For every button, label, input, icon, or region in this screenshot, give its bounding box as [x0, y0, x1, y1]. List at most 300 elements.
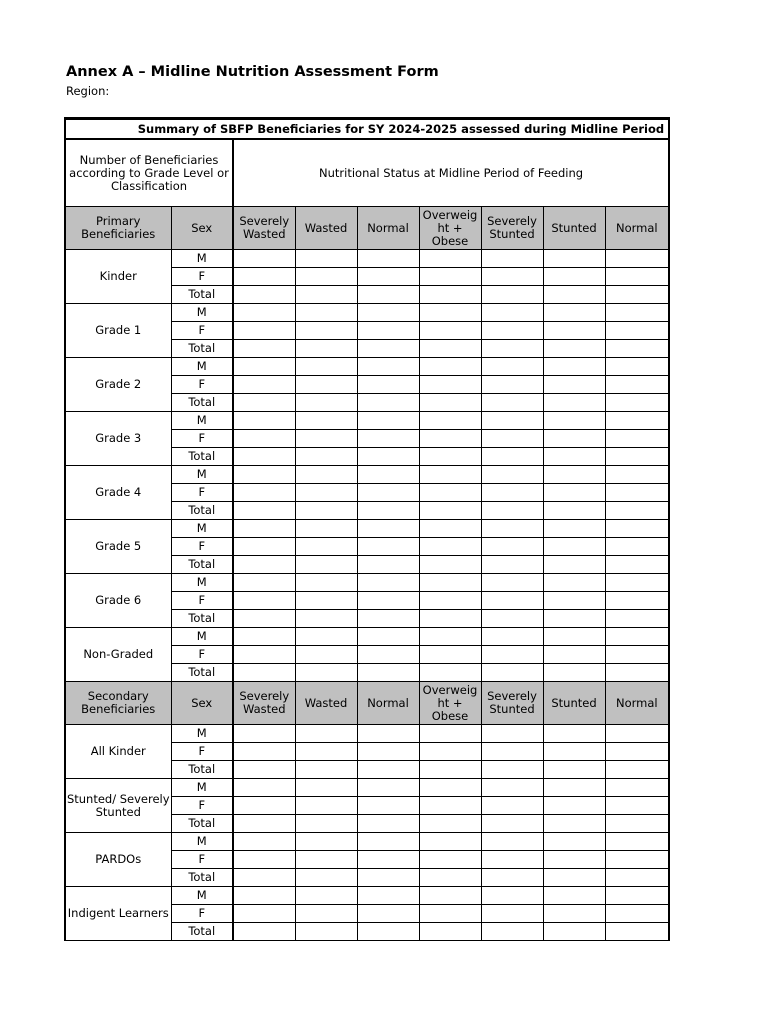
entry-cell[interactable] [233, 430, 295, 448]
entry-cell[interactable] [419, 250, 481, 268]
entry-cell[interactable] [295, 574, 357, 592]
entry-cell[interactable] [419, 520, 481, 538]
entry-cell[interactable] [419, 592, 481, 610]
entry-cell[interactable] [481, 538, 543, 556]
entry-cell[interactable] [419, 394, 481, 412]
entry-cell[interactable] [481, 923, 543, 941]
entry-cell[interactable] [605, 322, 669, 340]
entry-cell[interactable] [481, 484, 543, 502]
secondary-sex-header: Sex [171, 682, 233, 725]
entry-cell[interactable] [419, 664, 481, 682]
secondary-column-header: Wasted [295, 682, 357, 725]
entry-cell[interactable] [357, 833, 419, 851]
entry-cell[interactable] [481, 430, 543, 448]
primary-header-row [65, 207, 669, 250]
entry-cell[interactable] [295, 797, 357, 815]
secondary-column-header: Severely Wasted [233, 682, 295, 725]
entry-cell[interactable] [481, 466, 543, 484]
sex-label: M [171, 358, 233, 376]
entry-cell[interactable] [605, 268, 669, 286]
entry-cell[interactable] [295, 761, 357, 779]
entry-cell[interactable] [605, 466, 669, 484]
entry-cell[interactable] [295, 268, 357, 286]
entry-cell[interactable] [295, 887, 357, 905]
entry-cell[interactable] [605, 628, 669, 646]
sex-label: Total [171, 664, 233, 682]
entry-cell[interactable] [605, 761, 669, 779]
entry-cell[interactable] [295, 851, 357, 869]
entry-cell[interactable] [543, 664, 605, 682]
entry-cell[interactable] [481, 725, 543, 743]
entry-cell[interactable] [605, 851, 669, 869]
entry-cell[interactable] [605, 250, 669, 268]
entry-cell[interactable] [295, 610, 357, 628]
entry-cell[interactable] [481, 574, 543, 592]
entry-cell[interactable] [233, 743, 295, 761]
entry-cell[interactable] [357, 743, 419, 761]
entry-cell[interactable] [357, 304, 419, 322]
entry-cell[interactable] [419, 484, 481, 502]
entry-cell[interactable] [419, 779, 481, 797]
entry-cell[interactable] [543, 725, 605, 743]
entry-cell[interactable] [233, 851, 295, 869]
entry-cell[interactable] [419, 610, 481, 628]
entry-cell[interactable] [233, 779, 295, 797]
entry-cell[interactable] [357, 484, 419, 502]
form-title: Annex A – Midline Nutrition Assessment Form [66, 64, 439, 80]
entry-cell[interactable] [419, 322, 481, 340]
entry-cell[interactable] [233, 574, 295, 592]
sex-label: M [171, 628, 233, 646]
entry-cell[interactable] [605, 340, 669, 358]
entry-cell[interactable] [357, 502, 419, 520]
entry-cell[interactable] [295, 358, 357, 376]
entry-cell[interactable] [543, 923, 605, 941]
primary-group-label: Non-Graded [65, 628, 171, 682]
sex-label: M [171, 779, 233, 797]
sex-label: Total [171, 556, 233, 574]
sex-label: M [171, 412, 233, 430]
midline-assessment-table [64, 117, 670, 941]
entry-cell[interactable] [481, 322, 543, 340]
entry-cell[interactable] [295, 664, 357, 682]
entry-cell[interactable] [419, 556, 481, 574]
entry-cell[interactable] [419, 286, 481, 304]
entry-cell[interactable] [233, 905, 295, 923]
entry-cell[interactable] [543, 628, 605, 646]
entry-cell[interactable] [295, 905, 357, 923]
entry-cell[interactable] [233, 250, 295, 268]
entry-cell[interactable] [233, 761, 295, 779]
entry-cell[interactable] [233, 725, 295, 743]
entry-cell[interactable] [295, 743, 357, 761]
entry-cell[interactable] [357, 412, 419, 430]
sex-label: M [171, 304, 233, 322]
entry-cell[interactable] [357, 538, 419, 556]
entry-cell[interactable] [357, 628, 419, 646]
entry-cell[interactable] [543, 851, 605, 869]
sex-label: F [171, 430, 233, 448]
entry-cell[interactable] [543, 520, 605, 538]
sex-label: F [171, 322, 233, 340]
entry-cell[interactable] [419, 833, 481, 851]
sex-label: F [171, 851, 233, 869]
entry-cell[interactable] [295, 538, 357, 556]
table-row [65, 833, 669, 851]
sex-label: Total [171, 286, 233, 304]
entry-cell[interactable] [543, 905, 605, 923]
entry-cell[interactable] [233, 833, 295, 851]
entry-cell[interactable] [543, 797, 605, 815]
entry-cell[interactable] [419, 761, 481, 779]
entry-cell[interactable] [357, 376, 419, 394]
entry-cell[interactable] [481, 815, 543, 833]
entry-cell[interactable] [481, 851, 543, 869]
sex-label: M [171, 725, 233, 743]
entry-cell[interactable] [357, 448, 419, 466]
entry-cell[interactable] [543, 466, 605, 484]
entry-cell[interactable] [233, 286, 295, 304]
entry-cell[interactable] [543, 448, 605, 466]
entry-cell[interactable] [233, 412, 295, 430]
entry-cell[interactable] [543, 412, 605, 430]
entry-cell[interactable] [233, 268, 295, 286]
entry-cell[interactable] [419, 815, 481, 833]
entry-cell[interactable] [605, 448, 669, 466]
entry-cell[interactable] [357, 430, 419, 448]
entry-cell[interactable] [295, 394, 357, 412]
entry-cell[interactable] [357, 394, 419, 412]
entry-cell[interactable] [419, 538, 481, 556]
entry-cell[interactable] [233, 484, 295, 502]
entry-cell[interactable] [233, 340, 295, 358]
entry-cell[interactable] [295, 556, 357, 574]
entry-cell[interactable] [605, 412, 669, 430]
entry-cell[interactable] [357, 779, 419, 797]
entry-cell[interactable] [543, 502, 605, 520]
entry-cell[interactable] [605, 430, 669, 448]
entry-cell[interactable] [419, 797, 481, 815]
entry-cell[interactable] [357, 286, 419, 304]
entry-cell[interactable] [419, 869, 481, 887]
entry-cell[interactable] [481, 394, 543, 412]
entry-cell[interactable] [295, 779, 357, 797]
entry-cell[interactable] [481, 905, 543, 923]
entry-cell[interactable] [481, 628, 543, 646]
entry-cell[interactable] [605, 725, 669, 743]
entry-cell[interactable] [357, 466, 419, 484]
entry-cell[interactable] [233, 628, 295, 646]
entry-cell[interactable] [543, 538, 605, 556]
entry-cell[interactable] [295, 592, 357, 610]
entry-cell[interactable] [481, 340, 543, 358]
entry-cell[interactable] [295, 304, 357, 322]
entry-cell[interactable] [295, 484, 357, 502]
secondary-header-row [65, 682, 669, 725]
entry-cell[interactable] [481, 304, 543, 322]
entry-cell[interactable] [605, 520, 669, 538]
table-row [65, 779, 669, 797]
entry-cell[interactable] [419, 376, 481, 394]
entry-cell[interactable] [357, 646, 419, 664]
sex-label: F [171, 646, 233, 664]
entry-cell[interactable] [295, 340, 357, 358]
table-row [65, 887, 669, 905]
entry-cell[interactable] [605, 394, 669, 412]
entry-cell[interactable] [295, 869, 357, 887]
entry-cell[interactable] [481, 869, 543, 887]
entry-cell[interactable] [233, 538, 295, 556]
entry-cell[interactable] [233, 646, 295, 664]
entry-cell[interactable] [419, 887, 481, 905]
entry-cell[interactable] [543, 484, 605, 502]
entry-cell[interactable] [481, 610, 543, 628]
entry-cell[interactable] [605, 923, 669, 941]
entry-cell[interactable] [605, 664, 669, 682]
entry-cell[interactable] [419, 574, 481, 592]
sex-label: F [171, 268, 233, 286]
entry-cell[interactable] [605, 304, 669, 322]
sex-label: F [171, 592, 233, 610]
entry-cell[interactable] [481, 743, 543, 761]
entry-cell[interactable] [419, 430, 481, 448]
entry-cell[interactable] [357, 250, 419, 268]
entry-cell[interactable] [233, 322, 295, 340]
entry-cell[interactable] [543, 779, 605, 797]
entry-cell[interactable] [605, 743, 669, 761]
entry-cell[interactable] [481, 250, 543, 268]
entry-cell[interactable] [481, 376, 543, 394]
entry-cell[interactable] [481, 286, 543, 304]
primary-column-header: Normal [605, 207, 669, 250]
entry-cell[interactable] [233, 815, 295, 833]
entry-cell[interactable] [295, 448, 357, 466]
entry-cell[interactable] [357, 851, 419, 869]
entry-cell[interactable] [605, 887, 669, 905]
entry-cell[interactable] [419, 358, 481, 376]
entry-cell[interactable] [233, 358, 295, 376]
entry-cell[interactable] [605, 646, 669, 664]
entry-cell[interactable] [605, 905, 669, 923]
entry-cell[interactable] [481, 358, 543, 376]
entry-cell[interactable] [233, 520, 295, 538]
entry-cell[interactable] [357, 574, 419, 592]
entry-cell[interactable] [419, 923, 481, 941]
entry-cell[interactable] [295, 430, 357, 448]
entry-cell[interactable] [295, 628, 357, 646]
entry-cell[interactable] [357, 340, 419, 358]
entry-cell[interactable] [481, 779, 543, 797]
entry-cell[interactable] [605, 376, 669, 394]
entry-cell[interactable] [419, 448, 481, 466]
entry-cell[interactable] [357, 322, 419, 340]
entry-cell[interactable] [233, 797, 295, 815]
entry-cell[interactable] [543, 286, 605, 304]
entry-cell[interactable] [419, 905, 481, 923]
entry-cell[interactable] [295, 322, 357, 340]
entry-cell[interactable] [419, 304, 481, 322]
entry-cell[interactable] [543, 646, 605, 664]
secondary-group-label: PARDOs [65, 833, 171, 887]
entry-cell[interactable] [233, 923, 295, 941]
sex-label: Total [171, 610, 233, 628]
entry-cell[interactable] [605, 779, 669, 797]
entry-cell[interactable] [419, 268, 481, 286]
entry-cell[interactable] [295, 286, 357, 304]
entry-cell[interactable] [295, 646, 357, 664]
primary-group-label: Grade 3 [65, 412, 171, 466]
entry-cell[interactable] [543, 833, 605, 851]
entry-cell[interactable] [357, 358, 419, 376]
table-row [65, 520, 669, 538]
entry-cell[interactable] [543, 376, 605, 394]
sex-label: F [171, 797, 233, 815]
entry-cell[interactable] [233, 466, 295, 484]
primary-column-header: Severely Wasted [233, 207, 295, 250]
entry-cell[interactable] [357, 520, 419, 538]
entry-cell[interactable] [543, 761, 605, 779]
entry-cell[interactable] [357, 761, 419, 779]
entry-cell[interactable] [481, 646, 543, 664]
entry-cell[interactable] [357, 592, 419, 610]
entry-cell[interactable] [481, 592, 543, 610]
sex-label: F [171, 484, 233, 502]
entry-cell[interactable] [419, 646, 481, 664]
entry-cell[interactable] [357, 610, 419, 628]
entry-cell[interactable] [295, 923, 357, 941]
entry-cell[interactable] [233, 502, 295, 520]
entry-cell[interactable] [605, 797, 669, 815]
entry-cell[interactable] [233, 610, 295, 628]
entry-cell[interactable] [233, 664, 295, 682]
entry-cell[interactable] [419, 412, 481, 430]
entry-cell[interactable] [357, 869, 419, 887]
entry-cell[interactable] [605, 574, 669, 592]
entry-cell[interactable] [233, 556, 295, 574]
entry-cell[interactable] [605, 610, 669, 628]
entry-cell[interactable] [543, 322, 605, 340]
entry-cell[interactable] [357, 556, 419, 574]
entry-cell[interactable] [605, 833, 669, 851]
secondary-group-label: All Kinder [65, 725, 171, 779]
entry-cell[interactable] [357, 905, 419, 923]
entry-cell[interactable] [543, 887, 605, 905]
entry-cell[interactable] [419, 628, 481, 646]
entry-cell[interactable] [481, 833, 543, 851]
entry-cell[interactable] [481, 887, 543, 905]
entry-cell[interactable] [357, 268, 419, 286]
entry-cell[interactable] [357, 923, 419, 941]
entry-cell[interactable] [605, 815, 669, 833]
sex-label: Total [171, 502, 233, 520]
entry-cell[interactable] [543, 340, 605, 358]
entry-cell[interactable] [295, 466, 357, 484]
entry-cell[interactable] [543, 592, 605, 610]
entry-cell[interactable] [481, 761, 543, 779]
entry-cell[interactable] [543, 556, 605, 574]
entry-cell[interactable] [543, 430, 605, 448]
entry-cell[interactable] [233, 592, 295, 610]
entry-cell[interactable] [543, 268, 605, 286]
entry-cell[interactable] [233, 376, 295, 394]
entry-cell[interactable] [481, 664, 543, 682]
entry-cell[interactable] [233, 394, 295, 412]
entry-cell[interactable] [605, 502, 669, 520]
entry-cell[interactable] [295, 815, 357, 833]
entry-cell[interactable] [481, 412, 543, 430]
entry-cell[interactable] [357, 725, 419, 743]
table-row [65, 466, 669, 484]
entry-cell[interactable] [605, 592, 669, 610]
sex-label: Total [171, 448, 233, 466]
primary-group-header: Primary Beneficiaries [65, 207, 171, 250]
entry-cell[interactable] [481, 448, 543, 466]
entry-cell[interactable] [233, 304, 295, 322]
entry-cell[interactable] [233, 869, 295, 887]
sex-label: Total [171, 340, 233, 358]
primary-column-header: Normal [357, 207, 419, 250]
entry-cell[interactable] [295, 725, 357, 743]
entry-cell[interactable] [543, 610, 605, 628]
entry-cell[interactable] [481, 556, 543, 574]
sex-label: Total [171, 815, 233, 833]
entry-cell[interactable] [481, 268, 543, 286]
entry-cell[interactable] [543, 250, 605, 268]
entry-cell[interactable] [295, 520, 357, 538]
entry-cell[interactable] [295, 412, 357, 430]
primary-column-header: Wasted [295, 207, 357, 250]
entry-cell[interactable] [481, 797, 543, 815]
entry-cell[interactable] [543, 304, 605, 322]
entry-cell[interactable] [233, 887, 295, 905]
entry-cell[interactable] [543, 869, 605, 887]
entry-cell[interactable] [357, 887, 419, 905]
entry-cell[interactable] [357, 664, 419, 682]
entry-cell[interactable] [419, 502, 481, 520]
entry-cell[interactable] [295, 250, 357, 268]
entry-cell[interactable] [605, 484, 669, 502]
number-of-beneficiaries-label: Number of Beneficiaries according to Grade Level or Classification [65, 139, 233, 207]
entry-cell[interactable] [357, 815, 419, 833]
secondary-column-header: Normal [357, 682, 419, 725]
entry-cell[interactable] [543, 574, 605, 592]
entry-cell[interactable] [295, 502, 357, 520]
entry-cell[interactable] [357, 797, 419, 815]
entry-cell[interactable] [233, 448, 295, 466]
entry-cell[interactable] [605, 556, 669, 574]
entry-cell[interactable] [295, 833, 357, 851]
entry-cell[interactable] [605, 286, 669, 304]
entry-cell[interactable] [419, 466, 481, 484]
entry-cell[interactable] [419, 851, 481, 869]
entry-cell[interactable] [419, 743, 481, 761]
entry-cell[interactable] [481, 502, 543, 520]
sex-label: Total [171, 761, 233, 779]
entry-cell[interactable] [295, 376, 357, 394]
entry-cell[interactable] [481, 520, 543, 538]
table-row [65, 574, 669, 592]
entry-cell[interactable] [543, 394, 605, 412]
entry-cell[interactable] [543, 743, 605, 761]
entry-cell[interactable] [605, 358, 669, 376]
primary-group-label: Grade 2 [65, 358, 171, 412]
entry-cell[interactable] [605, 869, 669, 887]
entry-cell[interactable] [543, 815, 605, 833]
entry-cell[interactable] [543, 358, 605, 376]
entry-cell[interactable] [605, 538, 669, 556]
entry-cell[interactable] [419, 340, 481, 358]
entry-cell[interactable] [419, 725, 481, 743]
